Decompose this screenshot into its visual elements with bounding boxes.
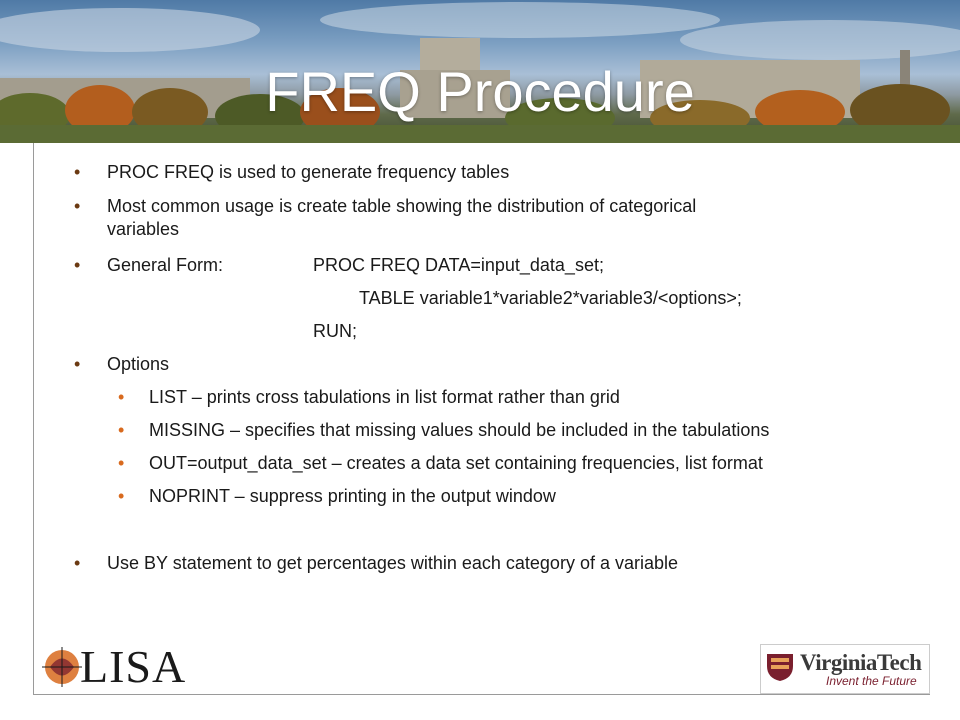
vt-shield-icon (765, 652, 797, 682)
option-out: OUT=output_data_set – creates a data set containing frequencies, list format (149, 453, 763, 473)
bullet-common-usage-cont: variables (107, 219, 180, 239)
option-noprint: NOPRINT – suppress printing in the output window (149, 486, 556, 506)
option-missing: MISSING – specifies that missing values should be included in the tabulations (149, 420, 770, 440)
bullet-common-usage: Most common usage is create table showing the distribution of categorical (107, 196, 697, 216)
bullet-proc-freq: PROC FREQ is used to generate frequency tables (107, 162, 510, 182)
sub-bullet-marker: • (118, 387, 125, 407)
code-line-proc: PROC FREQ DATA=input_data_set; (313, 255, 604, 275)
bullet-marker: • (74, 196, 81, 216)
bullet-marker: • (74, 553, 81, 573)
bottom-divider (33, 694, 930, 695)
option-list: LIST – prints cross tabulations in list format rather than grid (149, 387, 620, 407)
bullet-marker: • (74, 354, 81, 374)
code-line-run: RUN; (313, 321, 357, 341)
slide-title: FREQ Procedure (265, 60, 695, 123)
vt-wordmark: VirginiaTech (800, 650, 922, 675)
lisa-logo-text: LISA (80, 641, 187, 692)
sub-bullet-marker: • (118, 453, 125, 473)
bullet-options: Options (107, 354, 170, 374)
bullet-by-statement: Use BY statement to get percentages within each category of a variable (107, 553, 678, 573)
code-line-table: TABLE variable1*variable2*variable3/<options>; (359, 288, 742, 308)
bullet-marker: • (74, 255, 81, 275)
sub-bullet-marker: • (118, 420, 125, 440)
vt-tagline: Invent the Future (826, 674, 917, 688)
bullet-general-form-label: General Form: (107, 255, 224, 275)
bullet-marker: • (74, 162, 81, 182)
sub-bullet-marker: • (118, 486, 125, 506)
